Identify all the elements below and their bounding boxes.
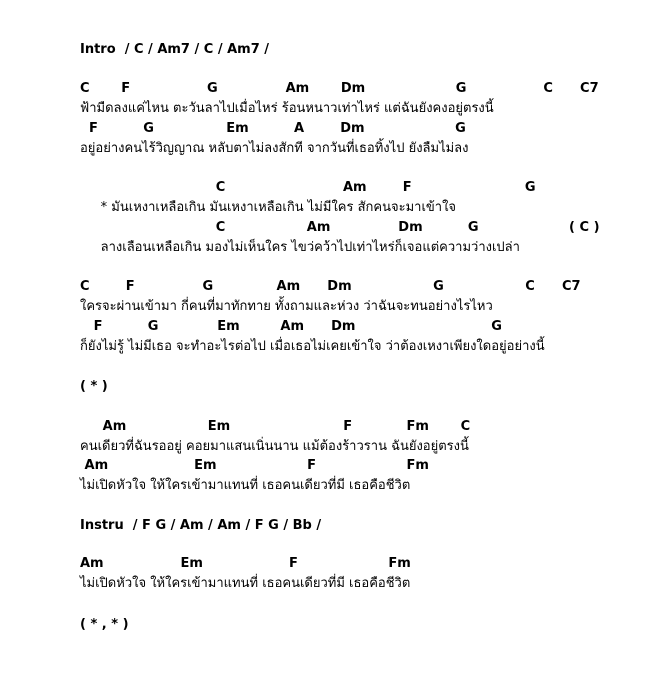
verse2-chords-1: C F G Am Dm G C C7 bbox=[80, 279, 581, 294]
verse2-lyric-2: ก็ยังไม่รู้ ไม่มีเธอ จะทำอะไรต่อไป เมื่อเธอไม่เคยเข้าใจ ว่าต้องเหงาเพียงใดอยู่อย่างนี้ bbox=[80, 339, 545, 354]
instru-line: Instru / F G / Am / Am / F G / Bb / bbox=[80, 518, 322, 533]
intro-line: Intro / C / Am7 / C / Am7 / bbox=[80, 42, 270, 57]
chorus-chords-2: C Am Dm G ( C ) bbox=[80, 220, 600, 235]
outro-lyric-1: ไม่เปิดหัวใจ ให้ใครเข้ามาแทนที่ เธอคนเดียวที่มี เธอคือชีวิต bbox=[80, 576, 411, 591]
chorus-chords-1: C Am F G bbox=[80, 180, 536, 195]
bridge-chords-1: Am Em F Fm C bbox=[80, 419, 471, 434]
verse2-lyric-1: ใครจะผ่านเข้ามา กี่คนที่มาทักทาย ทั้งถามและห่วง ว่าฉันจะทนอย่างไรไหว bbox=[80, 299, 493, 314]
verse1-lyric-1: ฟ้ามืดลงแค่ไหน ตะวันลาไปเมื่อไหร่ ร้อนหนาวเท่าไหร่ แต่ฉันยังคงอยู่ตรงนี้ bbox=[80, 101, 494, 116]
verse1-chords-1: C F G Am Dm G C C7 bbox=[80, 81, 599, 96]
bridge-lyric-2: ไม่เปิดหัวใจ ให้ใครเข้ามาแทนที่ เธอคนเดียวที่มี เธอคือชีวิต bbox=[80, 478, 411, 493]
chorus-lyric-1: * มันเหงาเหลือเกิน มันเหงาเหลือเกิน ไม่มีใคร สักคนจะมาเข้าใจ bbox=[80, 200, 457, 215]
outro-chords-1: Am Em F Fm bbox=[80, 556, 411, 571]
bridge-chords-2: Am Em F Fm bbox=[80, 458, 429, 473]
repeat-marker-1: ( * ) bbox=[80, 379, 108, 394]
bridge-lyric-1: คนเดียวที่ฉันรออยู่ คอยมาแสนเนิ่นนาน แม้ต้องร้าวราน ฉันยังอยู่ตรงนี้ bbox=[80, 439, 469, 454]
verse2-chords-2: F G Em Am Dm G bbox=[80, 319, 502, 334]
repeat-marker-2: ( * , * ) bbox=[80, 617, 129, 632]
verse1-lyric-2: อยู่อย่างคนไร้วิญญาณ หลับตาไม่ลงสักที จากวันที่เธอทิ้งไป ยังลืมไม่ลง bbox=[80, 141, 469, 156]
chorus-lyric-2: ลางเลือนเหลือเกิน มองไม่เห็นใคร ไขว่คว้าไปเท่าไหร่ก็เจอแต่ความว่างเปล่า bbox=[80, 240, 520, 255]
verse1-chords-2: F G Em A Dm G bbox=[80, 121, 466, 136]
